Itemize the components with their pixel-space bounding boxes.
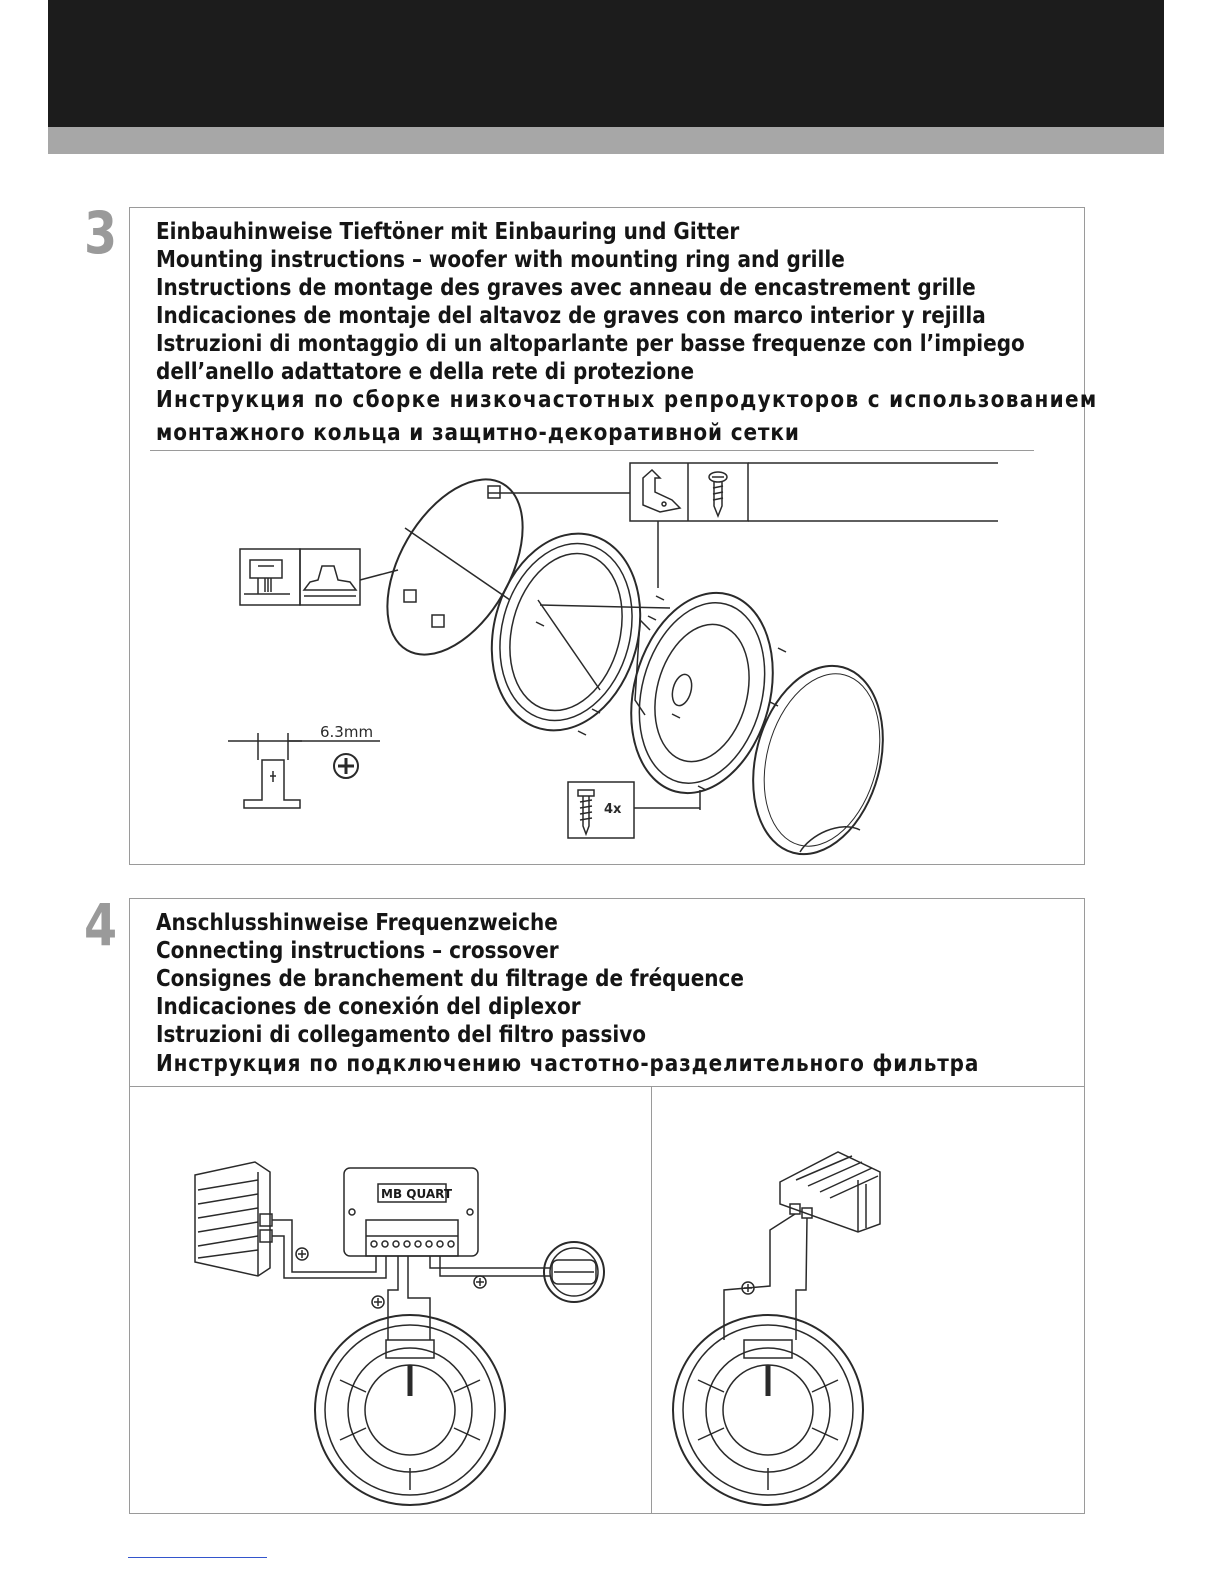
footer-rule [128, 1557, 267, 1558]
section-4-title-it: Istruzioni di collegamento del filtro passivo [156, 1022, 647, 1048]
section-4-title-ru: Инструкция по подключению частотно-разделительного фильтра [156, 1051, 980, 1077]
section-3-title-it: Istruzioni di montaggio di un altoparlante per basse frequenze con l’impiego [156, 331, 1025, 357]
section-4-title-fr: Consignes de branchement du filtrage de fréquence [156, 966, 744, 992]
section-3-title-fr: Instructions de montage des graves avec anneau de encastrement grille [156, 275, 976, 301]
section-3-title-it-2: dell’anello adattatore e della rete di protezione [156, 359, 695, 385]
screw-count-label: 4x [604, 802, 622, 817]
section-3-title-de: Einbauhinweise Tieftöner mit Einbauring und Gitter [156, 219, 740, 245]
section-3-title-en: Mounting instructions – woofer with mounting ring and grille [156, 247, 845, 273]
section-3-title-es: Indicaciones de montaje del altavoz de graves con marco interior y rejilla [156, 303, 986, 329]
step-number-3: 3 [84, 199, 118, 267]
amplifier-left [195, 1162, 272, 1276]
section-3-title-ru-2: монтажного кольца и защитно-декоративной сетки [156, 420, 800, 446]
section-4-title-es: Indicaciones de conexión del diplexor [156, 994, 581, 1020]
woofer-right [673, 1315, 863, 1505]
step-number-4: 4 [84, 891, 118, 959]
tweeter [544, 1242, 604, 1302]
section-3-title-ru: Инструкция по сборке низкочастотных репродукторов с использованием [156, 387, 1098, 413]
section-4-title-en: Connecting instructions – crossover [156, 938, 559, 964]
crossover-brand-label: MB QUART [381, 1187, 453, 1201]
crossover-box [344, 1168, 478, 1256]
woofer-left [315, 1315, 505, 1505]
amplifier-right [780, 1152, 880, 1232]
drill-size-label: 6.3mm [320, 723, 374, 741]
section-4-title-de: Anschlusshinweise Frequenzweiche [156, 910, 558, 936]
